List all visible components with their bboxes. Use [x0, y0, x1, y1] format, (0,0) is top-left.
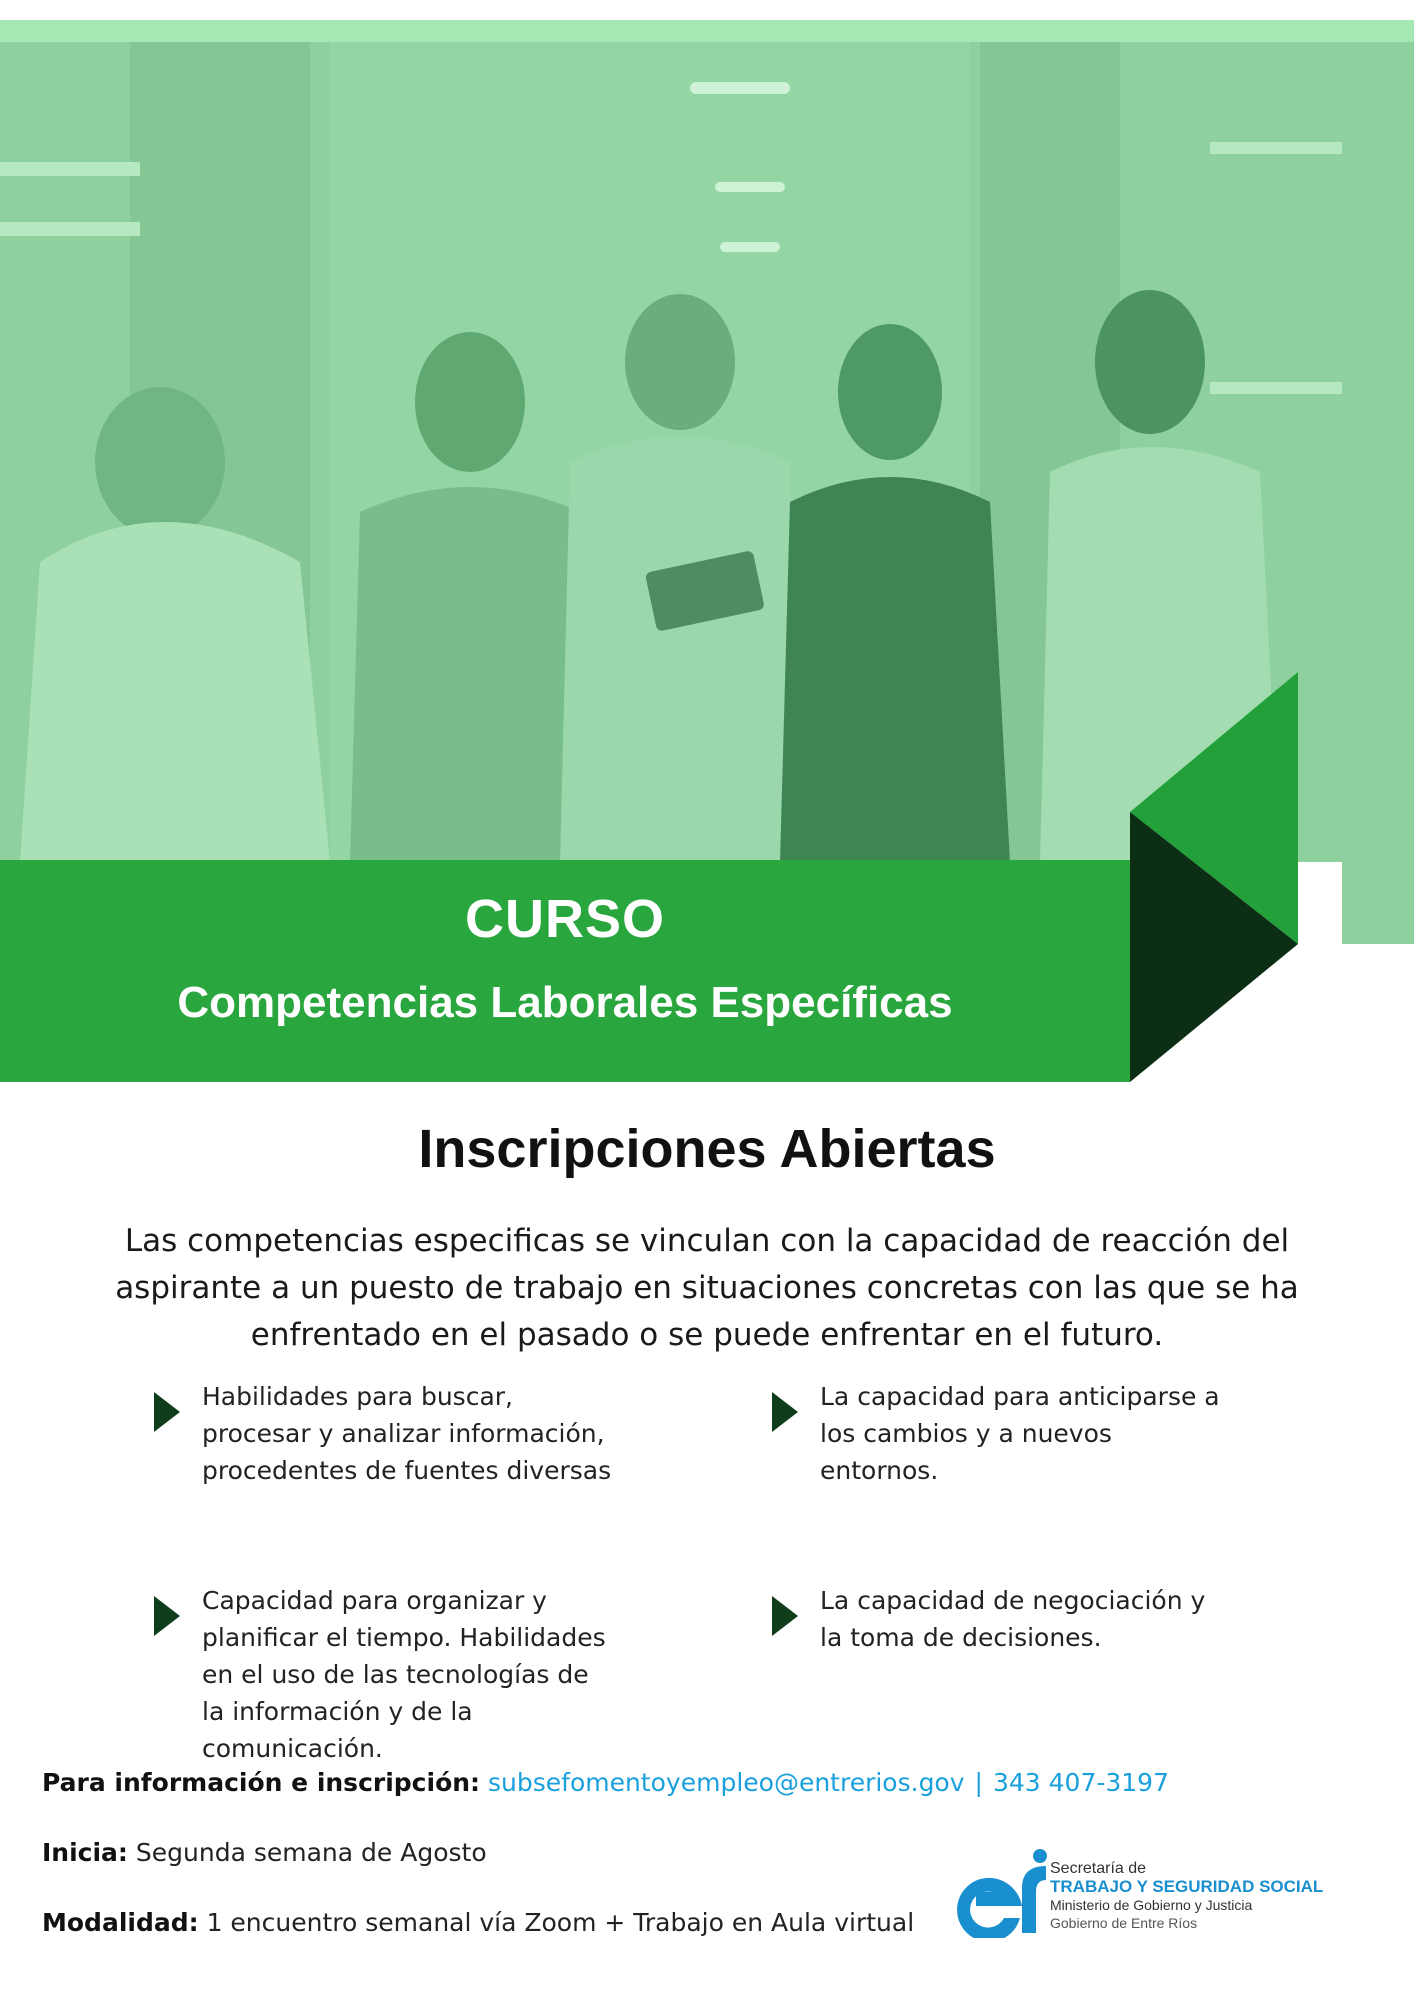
arrow-decoration-icon — [1128, 672, 1414, 1084]
bullet-text: Habilidades para buscar, procesar y analizar información, procedentes de fuentes diversas — [202, 1382, 612, 1485]
logo-line-1: Secretaría de — [1050, 1860, 1147, 1877]
course-label: CURSO — [464, 889, 665, 949]
start-label: Inicia: — [42, 1838, 128, 1867]
logo-line-3: Ministerio de Gobierno y Justicia — [1050, 1897, 1253, 1913]
mode-value: 1 encuentro semanal vía Zoom + Trabajo en Aula virtual — [206, 1908, 915, 1937]
triangle-bullet-icon — [772, 1596, 798, 1636]
contact-line — [42, 1768, 1169, 1797]
start-value: Segunda semana de Agosto — [135, 1838, 487, 1867]
logo-line-2: TRABAJO Y SEGURIDAD SOCIAL — [1050, 1877, 1324, 1896]
triangle-bullet-icon — [772, 1392, 798, 1432]
course-title: Competencias Laborales Específicas — [177, 978, 953, 1027]
start-line — [42, 1838, 487, 1867]
bullet-text: La capacidad para anticiparse a los cambios y a nuevos entornos. — [820, 1382, 1220, 1485]
bullet-text: La capacidad de negociación y la toma de decisiones. — [820, 1586, 1206, 1652]
triangle-bullet-icon — [154, 1392, 180, 1432]
contact-separator: | — [974, 1768, 983, 1797]
intro-paragraph: Las competencias especificas se vinculan con la capacidad de reacción del aspirante a un puesto de trabajo en situaciones concretas con las que se ha enfrentado en el pasado o se puede enfrentar en el futuro. — [115, 1223, 1299, 1353]
mode-line — [42, 1908, 914, 1937]
phone-link[interactable]: 343 407-3197 — [992, 1768, 1169, 1797]
mode-label: Modalidad: — [42, 1908, 199, 1937]
bullet-item — [154, 1582, 614, 1767]
bullet-item — [772, 1378, 1232, 1489]
triangle-bullet-icon — [154, 1596, 180, 1636]
headline: Inscripciones Abiertas — [418, 1119, 996, 1179]
logo-text — [1050, 1860, 1323, 1932]
contact-label: Para información e inscripción: — [42, 1768, 481, 1797]
bullet-item — [772, 1582, 1232, 1656]
bullet-item — [154, 1378, 614, 1489]
logo-line-4: Gobierno de Entre Ríos — [1050, 1915, 1198, 1931]
bullet-text: Capacidad para organizar y planificar el tiempo. Habilidades en el uso de las tecnologías de la información y de la comunicación. — [202, 1586, 606, 1763]
email-link[interactable]: subsefomentoyempleo@entrerios.gov — [488, 1768, 965, 1797]
top-accent-bar — [0, 20, 1414, 42]
